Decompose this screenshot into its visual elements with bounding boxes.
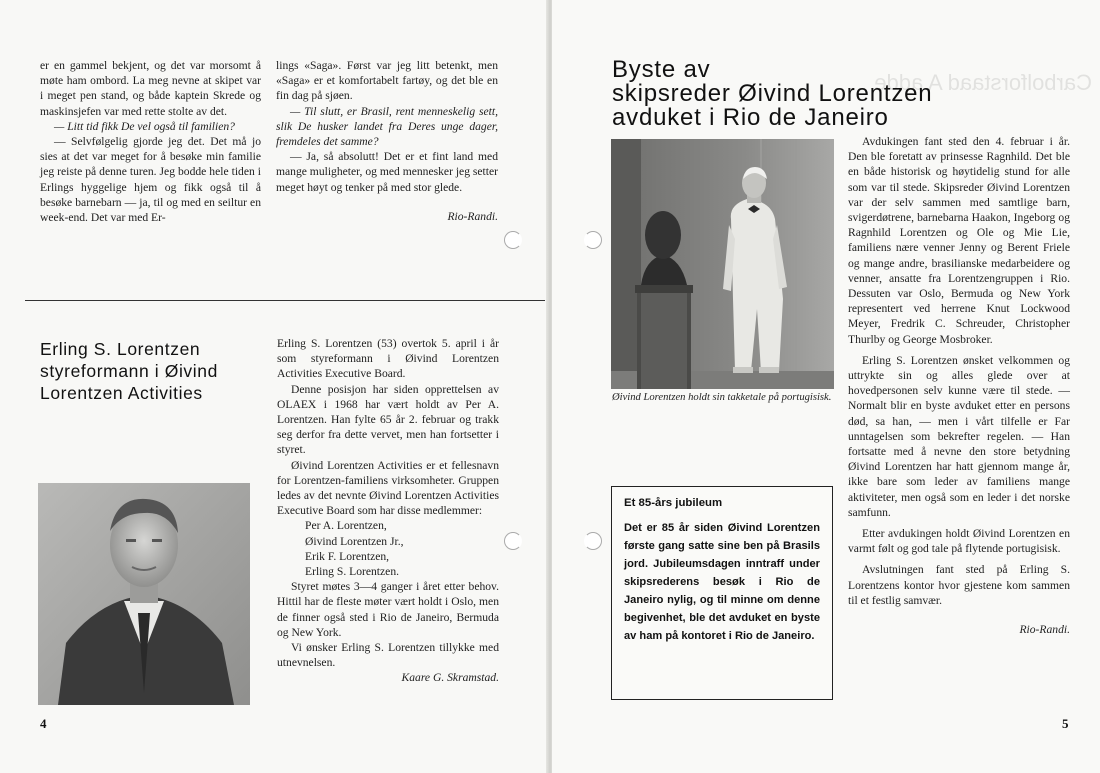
paragraph: Denne posisjon har siden opprettelsen av OLAEX i 1968 har vært holdt av Per A. Lorentzen. Han fylte 65 år 2. februar og trakk seg derfor fra dette vervet, men han fortsetter i styret. — [277, 382, 499, 457]
punch-hole — [584, 532, 602, 550]
paragraph: Erling S. Lorentzen (53) overtok 5. april i år som styreformann i Øivind Lorentzen Activities Executive Board. — [277, 337, 499, 381]
member-item: Øivind Lorentzen Jr., — [305, 534, 404, 548]
paragraph: Etter avdukingen holdt Øivind Lorentzen en varmt følt og god tale på flytende portugisisk. — [848, 527, 1070, 556]
headline-line: skipsreder Øivind Lorentzen — [612, 80, 933, 107]
headline-line: Byste av — [612, 56, 711, 83]
article-body — [277, 336, 499, 686]
paragraph: Avdukingen fant sted den 4. februar i år. Den ble foretatt av prinsesse Ragnhild. Det ble en både historisk og høytidelig stund for alle som var til stede. Skipsreder Øivind Lorentzen var der selv sammen med samtlige barn, svigerdøtrene, barnebarna Haakon, Ingeborg og Ragnhild Lorentzen og Ole og Mie Lie, familiens nære venner Jenny og Berent Friele og mange andre, brasilianske medarbeidere og venner, ansatte fra Lorentzengruppen i Rio. Dessuten var Oslo, Bermuda og New York representert ved herrene Knut Lockwood Meyer, Fredrik C. Schreuder, Christopher Thurlby og George Mosbroker. — [848, 135, 1070, 346]
page-number-right: 5 — [1062, 716, 1069, 731]
photo-caption: Øivind Lorentzen holdt sin takketale på portugisisk. — [612, 392, 832, 403]
member-item: Erling S. Lorentzen. — [305, 565, 400, 579]
portrait-image — [38, 483, 250, 705]
headline-line: Lorentzen Activities — [40, 383, 203, 403]
paragraph-question: — Litt tid fikk De vel også til familien? — [54, 119, 235, 133]
member-list — [277, 518, 499, 579]
page-number-left: 4 — [40, 716, 47, 731]
paragraph: Avslutningen fant sted på Erling S. Lorentzens kontor hvor gjestene kom sammen til et festlig samvær. — [848, 563, 1070, 607]
article-body-right — [848, 134, 1070, 637]
paragraph-question: — Til slutt, er Brasil, rent menneskelig sett, slik De husker landet fra Deres unge dager, fremdeles det samme? — [276, 104, 498, 149]
paragraph: Styret møtes 3—4 ganger i året etter behov. Hittil har de fleste møter vært holdt i Oslo, men de finner også sted i Rio de Janeiro, Bermuda og New York. — [277, 580, 499, 639]
paragraph: Øivind Lorentzen Activities er et fellesnavn for Lorentzen-familiens virksomheter. Gruppen ledes av det nevnte Øivind Lorentzen Activities Executive Board som har disse medlemmer: — [277, 458, 499, 518]
paragraph: Erling S. Lorentzen ønsket velkommen og uttrykte sin og alles glede over at hovedpersonen selv kunne være til stede. — Normalt blir en byste avduket etter en persons død, sa han, — men i vårt tilfelle er Far unntagelsen som bekrefter regelen. — Han fortsatte med å nevne den store betydning Øivind Lorentzen har hatt gjennom mange år, ikke bare som leder av familiens mange aktiviteter, men også som en leder i det norske samfunn. — [848, 353, 1070, 519]
paragraph: lings «Saga». Først var jeg litt betenkt, men «Saga» er et komfortabelt fartøy, og det ble en fin dag på sjøen. — [276, 59, 498, 103]
continued-text-col1 — [40, 58, 261, 225]
article-headline-right — [612, 58, 1032, 130]
article-headline — [40, 338, 270, 404]
bust-image — [611, 139, 834, 389]
signature: Rio-Randi. — [447, 209, 498, 223]
paragraph: er en gammel bekjent, og det var morsomt å møte ham ombord. La meg nevne at skipet var i meget pen stand, og både kaptein Skrede og maskinsjefen var med rette stolte av det. — [40, 59, 261, 118]
signature: Kaare G. Skramstad. — [401, 671, 499, 685]
headline-line: avduket i Rio de Janeiro — [612, 104, 889, 131]
member-item: Erik F. Lorentzen, — [305, 549, 390, 563]
paragraph: — Selvfølgelig gjorde jeg det. Det må jo sies at det var meget for å besøke min familie jeg reiste på denne turen. Jeg bodde hele tiden i Erlings hyggelige hjem og fikk også til å besøke barnebarn — ja, til og med en seiltur en week-end. Det var med Er- — [40, 135, 261, 225]
member-item: Per A. Lorentzen, — [305, 519, 387, 533]
headline-line: styreformann i Øivind — [40, 361, 218, 381]
headline-line: Erling S. Lorentzen — [40, 339, 201, 359]
box-body: Det er 85 år siden Øivind Lorentzen første gang satte sine ben på Brasils jord. Jubileumsdagen inntraff under skipsrederens besøk i Rio de Janeiro nylig, og til minne om denne begivenhet, ble det avduket en byste av ham på kontoret i Rio de Janeiro. — [624, 522, 820, 642]
bleed-through-text: Carbolforstaad A adde — [874, 70, 1092, 95]
punch-hole — [584, 231, 602, 249]
punch-hole — [504, 532, 522, 550]
paragraph: Vi ønsker Erling S. Lorentzen tillykke med utnevnelsen. — [277, 641, 499, 670]
bust-unveiling-photo — [611, 139, 834, 389]
continued-text-col2 — [276, 58, 498, 224]
section-divider — [25, 300, 545, 301]
paragraph: — Ja, så absolutt! Det er et fint land med mange muligheter, og med mennesker jeg setter meget høyt og tenker på med stor glede. — [276, 150, 498, 194]
punch-hole — [504, 231, 522, 249]
signature: Rio-Randi. — [1019, 623, 1070, 637]
box-title: Et 85-års jubileum — [624, 497, 723, 509]
jubilee-fact-box — [611, 486, 833, 700]
portrait-photo — [38, 483, 250, 705]
